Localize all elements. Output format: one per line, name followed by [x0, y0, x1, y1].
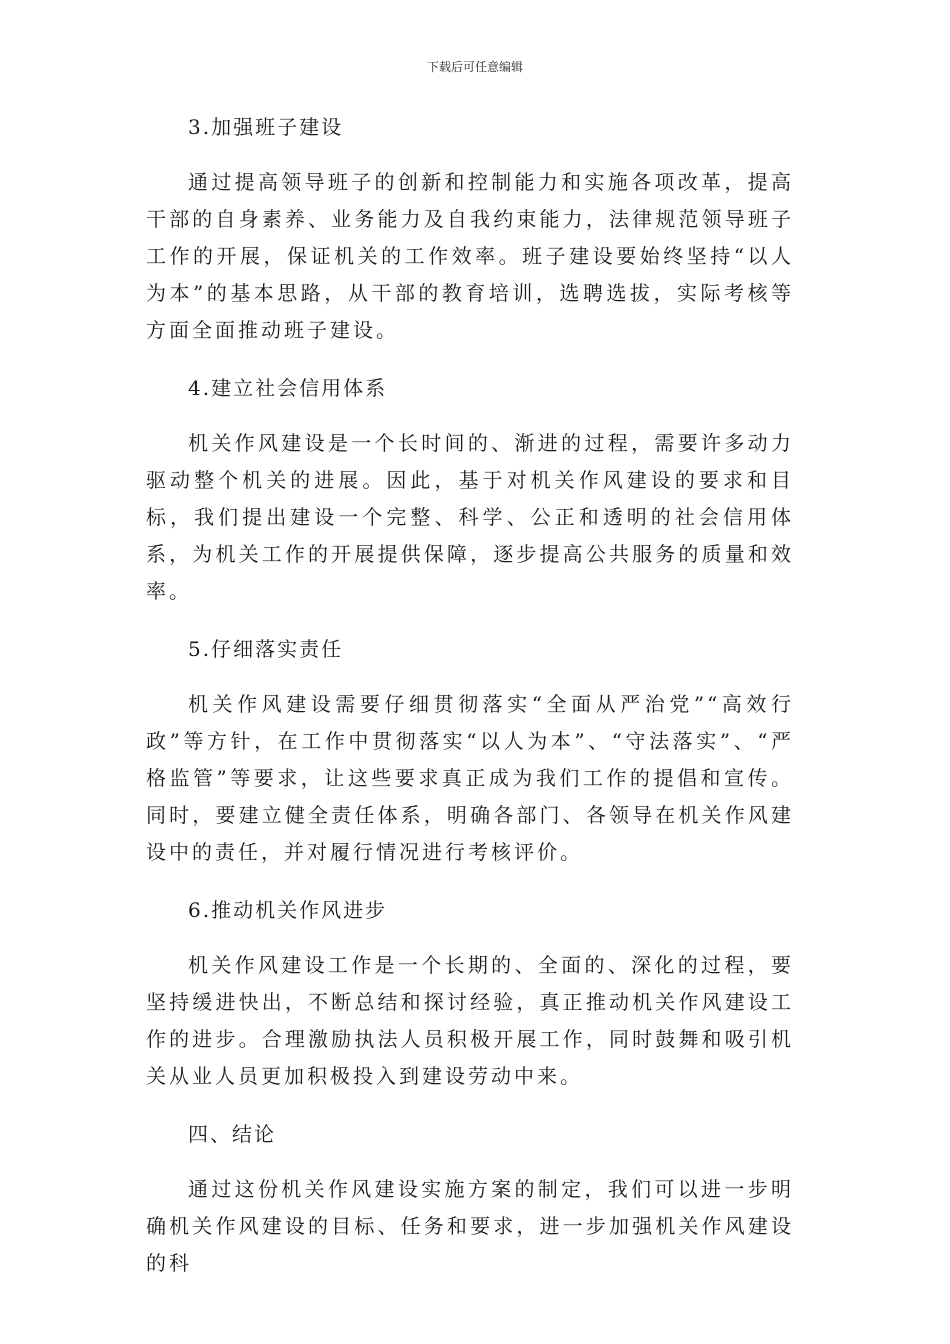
section-paragraph-5: 机关作风建设需要仔细贯彻落实“全面从严治党”“高效行政”等方针，在工作中贯彻落实“以人为本”、“守法落实”、“严格监管”等要求，让这些要求真正成为我们工作的提倡和宣传。同时，要建立健全责任体系，明确各部门、各领导在机关作风建设中的责任，并对履行情况进行考核评价。	[146, 692, 794, 864]
section-paragraph-4: 机关作风建设是一个长时间的、渐进的过程，需要许多动力驱动整个机关的进展。因此，基于对机关作风建设的要求和目标，我们提出建设一个完整、科学、公正和透明的社会信用体系，为机关工作的开展提供保障，逐步提高公共服务的质量和效率。	[146, 431, 794, 603]
section-heading-6: 6.推动机关作风进步	[188, 898, 388, 922]
section-heading-5: 5.仔细落实责任	[188, 637, 344, 661]
section-paragraph-3: 通过提高领导班子的创新和控制能力和实施各项改革，提高干部的自身素养、业务能力及自我约束能力，法律规范领导班子工作的开展，保证机关的工作效率。班子建设要始终坚持“以人为本”的基本思路，从干部的教育培训，选聘选拔，实际考核等方面全面推动班子建设。	[146, 170, 794, 342]
conclusion-heading: 四、结论	[188, 1122, 276, 1146]
section-heading-3: 3.加强班子建设	[188, 115, 344, 139]
section-paragraph-6: 机关作风建设工作是一个长期的、全面的、深化的过程，要坚持缓进快出，不断总结和探讨经验，真正推动机关作风建设工作的进步。合理激励执法人员积极开展工作，同时鼓舞和吸引机关从业人员更加积极投入到建设劳动中来。	[146, 953, 794, 1088]
conclusion-paragraph: 通过这份机关作风建设实施方案的制定，我们可以进一步明确机关作风建设的目标、任务和要求，进一步加强机关作风建设的科	[146, 1177, 794, 1275]
document-body	[146, 110, 794, 1282]
section-heading-4: 4.建立社会信用体系	[188, 376, 388, 400]
page-header: 下载后可任意编辑	[426, 60, 523, 74]
